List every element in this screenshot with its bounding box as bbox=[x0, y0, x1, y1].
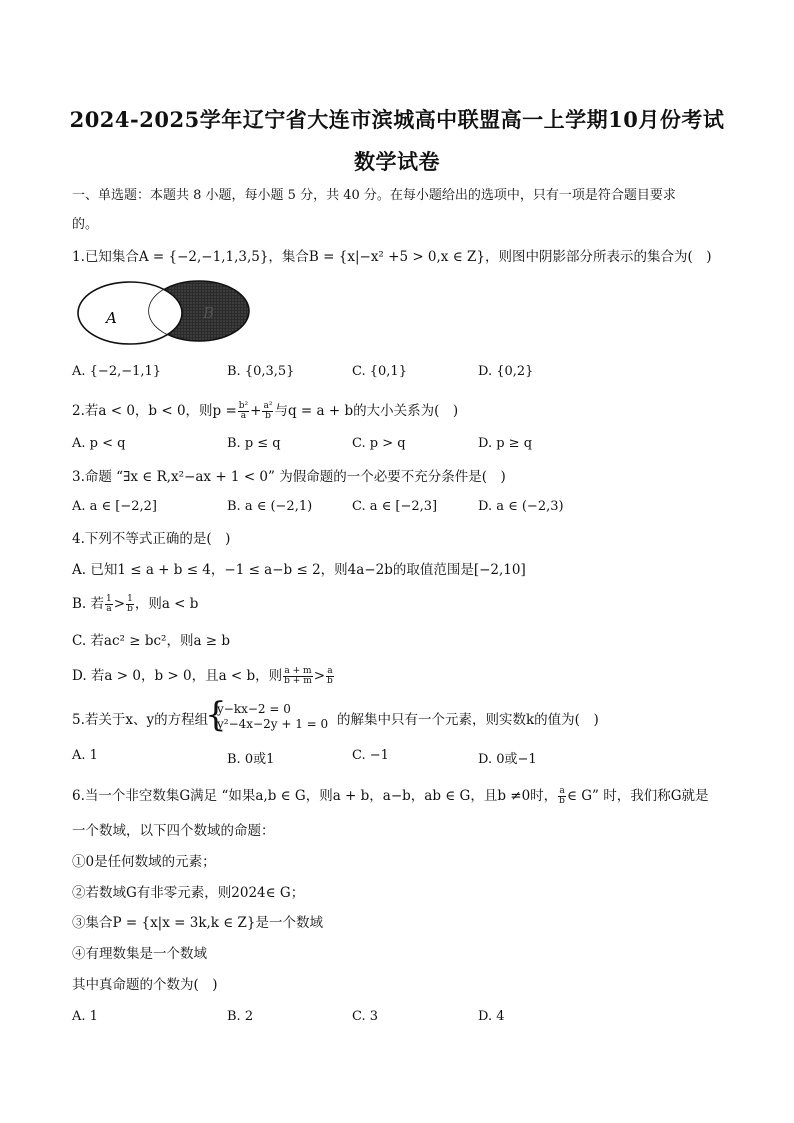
q4-d-fraction-2 bbox=[326, 667, 334, 686]
venn-diagram bbox=[76, 278, 256, 348]
q3-option-b: B. a ∈ (−2,1) bbox=[227, 499, 313, 514]
q4-d-f2-num: a bbox=[327, 666, 333, 676]
q5-equation-1: y−kx−2 = 0 bbox=[217, 702, 291, 716]
q6-option-a: A. 1 bbox=[72, 1009, 98, 1024]
q6-item-3: ③集合P = {x|x = 3k,k ∈ Z}是一个数域 bbox=[72, 915, 324, 931]
q4-b-fraction-2 bbox=[126, 595, 134, 614]
q4-b-f2-num: 1 bbox=[127, 594, 133, 604]
venn-label-b: B bbox=[203, 304, 215, 322]
q4-b-f1-den: a bbox=[106, 604, 112, 614]
question-3-stem: 3.命题 “∃x ∈ R,x²−ax + 1 < 0” 为假命题的一个必要不充分条件是( ) bbox=[72, 469, 506, 485]
q5-equation-2: y²−4x−2y + 1 = 0 bbox=[217, 717, 329, 731]
q2-stem-post: 与q = a + b的大小关系为( ) bbox=[274, 403, 459, 419]
q6-item-4: ④有理数集是一个数域 bbox=[72, 946, 207, 962]
q2-fraction-1 bbox=[238, 402, 249, 421]
q5-option-c: C. −1 bbox=[352, 748, 389, 763]
question-1-stem: 1.已知集合A = {−2,−1,1,3,5}，集合B = {x|−x² +5 > 0,x ∈ Z}，则图中阴影部分所表示的集合为( ) bbox=[72, 249, 712, 265]
q6-stem-cont: 一个数域，以下四个数域的命题： bbox=[72, 823, 275, 839]
q3-option-c: C. a ∈ [−2,3] bbox=[352, 499, 438, 514]
question-5-stem-pre: 5.若关于x、y的方程组 bbox=[72, 712, 209, 728]
q3-option-a: A. a ∈ [−2,2] bbox=[72, 499, 158, 514]
q6-item-1: ①0是任何数域的元素； bbox=[72, 854, 216, 870]
q2-option-a: A. p < q bbox=[72, 436, 126, 451]
page-title: 2024-2025学年辽宁省大连市滨城高中联盟高一上学期10月份考试 bbox=[69, 107, 725, 132]
q4-b-post: ，则a < b bbox=[134, 596, 199, 612]
q2-f1-num: b² bbox=[238, 401, 249, 411]
q2-stem-pre: 2.若a < 0，b < 0，则p = bbox=[72, 403, 237, 419]
q6-option-c: C. 3 bbox=[352, 1009, 379, 1024]
q2-plus: + bbox=[250, 403, 262, 419]
q4-option-d bbox=[72, 664, 335, 688]
q4-option-c: C. 若ac² ≥ bc²，则a ≥ b bbox=[72, 633, 231, 649]
q5-equation-system bbox=[217, 702, 328, 732]
question-6-stem bbox=[72, 784, 708, 808]
q4-option-b bbox=[72, 592, 198, 616]
q1-option-b: B. {0,3,5} bbox=[227, 364, 295, 379]
q2-fraction-2 bbox=[262, 402, 273, 421]
q1-option-c: C. {0,1} bbox=[352, 364, 407, 379]
q4-b-gt: > bbox=[113, 596, 126, 612]
q5-brace: { bbox=[205, 695, 227, 735]
page-subtitle: 数学试卷 bbox=[354, 149, 440, 174]
q6-fraction bbox=[558, 787, 566, 806]
q4-option-a: A. 已知1 ≤ a + b ≤ 4，−1 ≤ a−b ≤ 2，则4a−2b的取值范围是[−2,10] bbox=[72, 562, 526, 578]
q3-option-d: D. a ∈ (−2,3) bbox=[478, 499, 564, 514]
q4-d-gt: > bbox=[313, 668, 326, 684]
q6-line1-pre: 6.当一个非空数集G满足 “如果a,b ∈ G，则a + b，a−b，ab ∈ G，且b ≠0时， bbox=[72, 788, 558, 804]
q1-option-a: A. {−2,−1,1} bbox=[72, 364, 162, 379]
q6-question: 其中真命题的个数为( ) bbox=[72, 977, 218, 993]
q2-option-c: C. p > q bbox=[352, 436, 406, 451]
q4-b-pre: B. 若 bbox=[72, 596, 105, 612]
q5-option-d: D. 0或−1 bbox=[478, 752, 537, 767]
question-4-stem: 4.下列不等式正确的是( ) bbox=[72, 531, 231, 547]
q5-option-a: A. 1 bbox=[72, 748, 98, 763]
q4-d-f1-num: a + m bbox=[284, 666, 312, 676]
q4-d-pre: D. 若a > 0，b > 0，且a < b，则 bbox=[72, 668, 283, 684]
q6-f-den: b bbox=[559, 796, 565, 806]
q5-option-b: B. 0或1 bbox=[227, 752, 275, 767]
q2-f2-den: b bbox=[265, 411, 271, 421]
q6-item-2: ②若数域G有非零元素，则2024∈ G； bbox=[72, 885, 305, 901]
q6-option-d: D. 4 bbox=[478, 1009, 505, 1024]
q2-f1-den: a bbox=[240, 411, 247, 421]
q4-b-f1-num: 1 bbox=[106, 594, 112, 604]
q2-f2-num: a² bbox=[263, 401, 273, 411]
section-intro-cont: 的。 bbox=[72, 217, 99, 232]
q4-b-f2-den: b bbox=[127, 604, 133, 614]
q4-b-fraction-1 bbox=[105, 595, 113, 614]
q2-option-b: B. p ≤ q bbox=[227, 436, 281, 451]
q6-line1-post: ∈ G” 时，我们称G就是 bbox=[566, 788, 709, 804]
venn-label-a: A bbox=[106, 309, 117, 327]
question-2-stem bbox=[72, 399, 458, 423]
q4-d-f1-den: b + m bbox=[284, 676, 312, 686]
q6-option-b: B. 2 bbox=[227, 1009, 254, 1024]
question-5-stem-post: 的解集中只有一个元素，则实数k的值为( ) bbox=[337, 712, 599, 728]
q4-d-f2-den: b bbox=[327, 676, 333, 686]
q4-d-fraction-1 bbox=[283, 667, 313, 686]
q2-option-d: D. p ≥ q bbox=[478, 436, 533, 451]
q6-f-num: a bbox=[559, 786, 565, 796]
q1-option-d: D. {0,2} bbox=[478, 364, 534, 379]
section-intro: 一、单选题：本题共 8 小题，每小题 5 分，共 40 分。在每小题给出的选项中，只有一项是符合题目要求 bbox=[72, 188, 676, 203]
